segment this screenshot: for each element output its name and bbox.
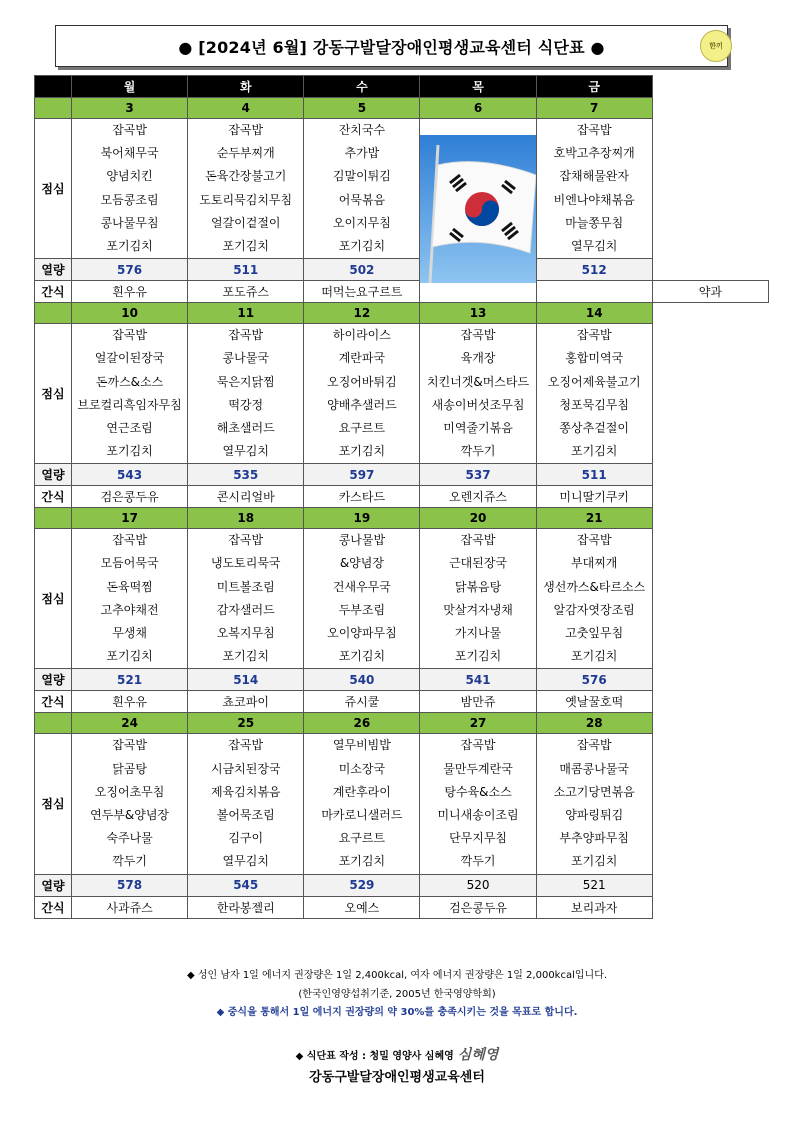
snack-cell: 흰우유 xyxy=(72,691,188,713)
kcal-label: 열량 xyxy=(35,874,72,896)
menu-item: 김말이튀김 xyxy=(332,169,391,184)
menu-item: 육개장 xyxy=(460,351,496,366)
menu-item: 요구르트 xyxy=(338,831,386,846)
menu-item: 근대된장국 xyxy=(449,556,508,571)
menu-item: 알감자엿장조림 xyxy=(553,602,635,617)
date-cell: 25 xyxy=(188,713,304,734)
menu-item: 양념치킨 xyxy=(106,169,153,184)
menu-cell xyxy=(304,119,420,259)
lunch-label: 점심 xyxy=(35,529,72,669)
menu-item: 포기김치 xyxy=(106,238,153,253)
date-row-label xyxy=(35,98,72,119)
menu-cell xyxy=(304,529,420,669)
menu-item: 잡채해물완자 xyxy=(559,169,629,184)
center-name: 강동구발달장애인평생교육센터 xyxy=(309,1070,485,1085)
menu-item: 냉도토리묵국 xyxy=(210,556,281,571)
date-cell: 10 xyxy=(72,303,188,324)
menu-item: 열무김치 xyxy=(222,444,269,459)
kcal-cell: 597 xyxy=(304,464,420,486)
snack-cell: 쵸코파이 xyxy=(188,691,304,713)
kcal-cell: 512 xyxy=(536,259,652,281)
menu-item: 매콤콩나물국 xyxy=(559,761,629,776)
menu-item: 포기김치 xyxy=(571,854,618,869)
menu-cell xyxy=(188,734,304,874)
date-row-label xyxy=(35,713,72,734)
kcal-cell: 502 xyxy=(304,259,420,281)
menu-item: 잡곡밥 xyxy=(460,328,496,343)
menu-item: 포기김치 xyxy=(571,649,618,664)
menu-item: 얼갈이겉절이 xyxy=(210,215,281,230)
snack-label: 간식 xyxy=(35,896,72,918)
menu-item: 닭곰탕 xyxy=(112,761,147,776)
menu-item: 포기김치 xyxy=(222,649,269,664)
date-cell: 26 xyxy=(304,713,420,734)
snack-cell: 옛날꿀호떡 xyxy=(536,691,652,713)
menu-item: 마늘쫑무침 xyxy=(565,215,624,230)
date-cell: 6 xyxy=(420,98,536,119)
snack-cell xyxy=(536,281,652,303)
menu-item: 깍두기 xyxy=(112,854,147,869)
signature: 심혜영 xyxy=(457,1047,499,1063)
menu-item: &양념장 xyxy=(339,556,384,571)
menu-item: 순두부찌개 xyxy=(216,146,275,161)
menu-item: 고춧잎무침 xyxy=(565,626,624,640)
snack-label: 간식 xyxy=(35,486,72,508)
menu-item: 오복지무침 xyxy=(216,626,275,640)
menu-cell xyxy=(304,324,420,464)
menu-item: 잡곡밥 xyxy=(228,738,264,753)
snack-cell: 콘시리얼바 xyxy=(188,486,304,508)
lunch-row xyxy=(35,734,769,874)
kcal-cell: 514 xyxy=(188,669,304,691)
date-cell: 13 xyxy=(420,303,536,324)
snack-row xyxy=(35,896,769,918)
snack-cell: 포도쥬스 xyxy=(188,281,304,303)
snack-cell: 쥬시쿨 xyxy=(304,691,420,713)
menu-item: 연근조림 xyxy=(106,420,153,435)
menu-item: 깍두기 xyxy=(460,444,496,459)
kcal-cell: 543 xyxy=(72,464,188,486)
menu-item: 오이양파무침 xyxy=(327,626,397,640)
menu-item: 계란후라이 xyxy=(332,784,391,799)
menu-item: 콩나물국 xyxy=(222,351,269,366)
date-row-label xyxy=(35,303,72,324)
snack-row xyxy=(35,691,769,713)
date-cell: 24 xyxy=(72,713,188,734)
menu-item: 잡곡밥 xyxy=(112,123,147,137)
kcal-row xyxy=(35,669,769,691)
lunch-row xyxy=(35,324,769,464)
menu-item: 오징어초무침 xyxy=(94,784,165,799)
menu-cell xyxy=(536,324,652,464)
menu-table xyxy=(34,75,769,919)
date-cell: 20 xyxy=(420,508,536,529)
menu-item: 열무김치 xyxy=(222,854,269,869)
menu-item: 오징어바튀김 xyxy=(327,374,397,389)
kcal-cell: 545 xyxy=(188,874,304,896)
menu-item: 고추야채전 xyxy=(100,602,159,617)
menu-item: 닭볶음탕 xyxy=(454,579,502,594)
date-row xyxy=(35,713,769,734)
menu-item: 잡곡밥 xyxy=(228,328,264,343)
date-cell: 7 xyxy=(536,98,652,119)
menu-item: 계란파국 xyxy=(338,351,386,366)
kcal-cell: 521 xyxy=(536,874,652,896)
snack-row xyxy=(35,281,769,303)
center-logo: 한끼 xyxy=(700,30,732,62)
snack-cell: 한라봉젤리 xyxy=(188,896,304,918)
menu-item: 포기김치 xyxy=(106,444,153,459)
lunch-label: 점심 xyxy=(35,734,72,874)
snack-cell: 오렌지쥬스 xyxy=(420,486,536,508)
menu-item: 잡곡밥 xyxy=(460,533,496,548)
snack-label: 간식 xyxy=(35,281,72,303)
kcal-cell: 511 xyxy=(188,259,304,281)
menu-item: 홍합미역국 xyxy=(565,351,624,366)
menu-cell xyxy=(420,529,536,669)
weekday-header-row xyxy=(35,76,769,98)
menu-item: 양파링튀김 xyxy=(565,807,624,822)
menu-item: 잡곡밥 xyxy=(112,533,147,548)
menu-item: 호박고추장찌개 xyxy=(553,146,635,161)
kcal-row xyxy=(35,874,769,896)
menu-cell xyxy=(536,529,652,669)
weekday-wed: 수 xyxy=(304,76,420,98)
menu-cell xyxy=(188,529,304,669)
menu-item: 얼갈이된장국 xyxy=(94,351,165,366)
menu-item: 잡곡밥 xyxy=(228,123,264,137)
weekday-mon: 월 xyxy=(72,76,188,98)
date-row-label xyxy=(35,508,72,529)
menu-item: 열무비빔밥 xyxy=(332,738,391,753)
menu-item: 건새우무국 xyxy=(332,579,391,594)
lunch-row xyxy=(35,119,769,259)
menu-item: 돈까스&소스 xyxy=(95,374,164,389)
menu-item: 포기김치 xyxy=(571,444,618,459)
menu-item: 모듬어묵국 xyxy=(100,556,159,571)
menu-item: 단무지무침 xyxy=(449,831,508,846)
note-source: (한국인영양섭취기준, 2005년 한국영양학회) xyxy=(298,989,496,1000)
kcal-row xyxy=(35,464,769,486)
page-title: ● [2024년 6월] 강동구발달장애인평생교육센터 식단표 ● xyxy=(55,25,728,67)
menu-item: 잡곡밥 xyxy=(576,123,612,137)
date-cell: 28 xyxy=(536,713,652,734)
kcal-cell: 576 xyxy=(72,259,188,281)
date-cell: 5 xyxy=(304,98,420,119)
menu-item: 포기김치 xyxy=(338,854,386,869)
author-text: ◆ 식단표 작성 : 청밀 영양사 심혜영 xyxy=(295,1051,454,1062)
menu-item: 잡곡밥 xyxy=(576,533,612,548)
menu-item: 물만두계란국 xyxy=(443,761,513,776)
kcal-cell: 578 xyxy=(72,874,188,896)
menu-cell xyxy=(188,119,304,259)
snack-cell: 사과쥬스 xyxy=(72,896,188,918)
menu-item: 치킨너겟&머스타드 xyxy=(426,374,530,389)
kcal-cell: 511 xyxy=(536,464,652,486)
kcal-cell: 520 xyxy=(420,874,536,896)
date-cell: 11 xyxy=(188,303,304,324)
menu-item: 잡곡밥 xyxy=(228,533,264,548)
kcal-cell: 541 xyxy=(420,669,536,691)
menu-item: 잡곡밥 xyxy=(112,328,147,343)
menu-cell xyxy=(188,324,304,464)
date-row xyxy=(35,98,769,119)
corner-cell xyxy=(35,76,72,98)
menu-item: 브로컬리흑임자무침 xyxy=(77,397,182,412)
menu-item: 소고기당면볶음 xyxy=(553,784,635,799)
menu-item: 잡곡밥 xyxy=(112,738,147,753)
kcal-cell: 521 xyxy=(72,669,188,691)
menu-item: 하이라이스 xyxy=(332,328,391,343)
date-cell: 12 xyxy=(304,303,420,324)
lunch-label: 점심 xyxy=(35,324,72,464)
menu-item: 포기김치 xyxy=(338,649,386,664)
date-row xyxy=(35,303,769,324)
date-cell: 21 xyxy=(536,508,652,529)
menu-item: 가지나물 xyxy=(454,626,502,640)
menu-item: 잡곡밥 xyxy=(460,738,496,753)
weekday-tue: 화 xyxy=(188,76,304,98)
menu-item: 비엔나야채볶음 xyxy=(553,192,635,207)
menu-item: 양배추샐러드 xyxy=(327,397,397,412)
date-cell: 17 xyxy=(72,508,188,529)
kcal-cell: 537 xyxy=(420,464,536,486)
snack-cell: 오예스 xyxy=(304,896,420,918)
menu-item: 잡곡밥 xyxy=(576,328,612,343)
menu-item: 북어채무국 xyxy=(100,146,159,161)
menu-item: 포기김치 xyxy=(222,238,269,253)
snack-cell: 검은콩두유 xyxy=(420,896,536,918)
snack-cell: 약과 xyxy=(652,281,768,303)
menu-item: 포기김치 xyxy=(338,444,386,459)
snack-cell: 흰우유 xyxy=(72,281,188,303)
date-cell: 3 xyxy=(72,98,188,119)
menu-cell xyxy=(420,734,536,874)
menu-item: 돈육떡찜 xyxy=(106,579,153,594)
date-cell: 18 xyxy=(188,508,304,529)
menu-cell xyxy=(536,734,652,874)
menu-cell xyxy=(72,324,188,464)
snack-cell: 미니딸기쿠키 xyxy=(536,486,652,508)
menu-item: 두부조림 xyxy=(338,602,386,617)
menu-cell xyxy=(304,734,420,874)
snack-cell: 떠먹는요구르트 xyxy=(304,281,420,303)
menu-cell xyxy=(72,734,188,874)
menu-item: 감자샐러드 xyxy=(216,602,275,617)
note-goal: ◆ 중식을 통해서 1일 에너지 권장량의 약 30%를 충족시키는 것을 목표로 합니다. xyxy=(216,1007,578,1018)
note-energy: ◆ 성인 남자 1일 에너지 권장량은 1일 2,400kcal, 여자 에너지 권장량은 1일 2,000kcal입니다. xyxy=(186,970,608,981)
kcal-cell: 540 xyxy=(304,669,420,691)
menu-item: 열무김치 xyxy=(571,238,618,253)
menu-item: 맛살겨자냉채 xyxy=(443,602,513,617)
lunch-row xyxy=(35,529,769,669)
date-row xyxy=(35,508,769,529)
menu-cell xyxy=(536,119,652,259)
kcal-cell: 576 xyxy=(536,669,652,691)
menu-item: 깍두기 xyxy=(460,854,496,869)
menu-item: 제육김치볶음 xyxy=(210,784,281,799)
menu-item: 추가밥 xyxy=(344,146,380,161)
menu-item: 부추양파무침 xyxy=(559,831,629,846)
weekday-fri: 금 xyxy=(536,76,652,98)
menu-item: 새송이버섯조무침 xyxy=(431,397,525,412)
kcal-cell: 535 xyxy=(188,464,304,486)
menu-item: 미니새송이조림 xyxy=(437,807,519,822)
menu-item: 포기김치 xyxy=(106,649,153,664)
author-line xyxy=(0,1044,794,1064)
menu-item: 해초샐러드 xyxy=(216,420,275,435)
menu-cell xyxy=(420,119,536,303)
menu-item: 시금치된장국 xyxy=(210,761,281,776)
date-cell: 27 xyxy=(420,713,536,734)
menu-item: 숙주나물 xyxy=(106,831,153,846)
menu-item: 생선까스&타르소스 xyxy=(543,579,646,594)
menu-item: 미역줄기볶음 xyxy=(443,420,513,435)
menu-item: 김구이 xyxy=(228,831,264,846)
menu-item: 미소장국 xyxy=(338,761,386,776)
menu-item: 연두부&양념장 xyxy=(90,807,170,822)
menu-item: 잡곡밥 xyxy=(576,738,612,753)
date-cell: 19 xyxy=(304,508,420,529)
menu-cell xyxy=(72,119,188,259)
date-cell: 14 xyxy=(536,303,652,324)
snack-cell: 밤만쥬 xyxy=(420,691,536,713)
menu-item: 오징어제육불고기 xyxy=(547,374,641,389)
menu-item: 볼어묵조림 xyxy=(216,807,275,822)
menu-item: 쫑상추겉절이 xyxy=(559,420,629,435)
menu-item: 모듬콩조림 xyxy=(100,192,159,207)
menu-item: 어묵볶음 xyxy=(338,192,386,207)
menu-item: 포기김치 xyxy=(454,649,502,664)
weekday-thu: 목 xyxy=(420,76,536,98)
korean-flag-image xyxy=(420,135,536,283)
kcal-row xyxy=(35,259,769,281)
menu-cell xyxy=(72,529,188,669)
kcal-cell: 529 xyxy=(304,874,420,896)
menu-item: 부대찌개 xyxy=(571,556,618,571)
menu-item: 포기김치 xyxy=(338,238,386,253)
date-cell: 4 xyxy=(188,98,304,119)
menu-item: 잔치국수 xyxy=(338,123,386,137)
menu-item: 묵은지닭찜 xyxy=(216,374,275,389)
kcal-label: 열량 xyxy=(35,464,72,486)
menu-item: 미트볼조림 xyxy=(216,579,275,594)
menu-item: 탕수육&소스 xyxy=(444,784,512,799)
lunch-label: 점심 xyxy=(35,119,72,259)
menu-item: 무생채 xyxy=(112,626,147,640)
menu-item: 도토리묵김치무침 xyxy=(199,192,293,207)
menu-item: 마카로니샐러드 xyxy=(321,807,403,822)
menu-item: 요구르트 xyxy=(338,420,386,435)
menu-item: 떡강정 xyxy=(228,397,264,412)
kcal-label: 열량 xyxy=(35,259,72,281)
menu-item: 콩나물밥 xyxy=(338,533,386,548)
menu-item: 콩나물무침 xyxy=(100,215,159,230)
snack-cell: 카스타드 xyxy=(304,486,420,508)
menu-item: 오이지무침 xyxy=(332,215,391,230)
menu-cell xyxy=(420,324,536,464)
menu-item: 청포묵김무침 xyxy=(559,397,629,412)
snack-cell: 검은콩두유 xyxy=(72,486,188,508)
snack-cell: 보리과자 xyxy=(536,896,652,918)
kcal-label: 열량 xyxy=(35,669,72,691)
snack-row xyxy=(35,486,769,508)
menu-item: 돈육간장불고기 xyxy=(205,169,287,184)
snack-label: 간식 xyxy=(35,691,72,713)
